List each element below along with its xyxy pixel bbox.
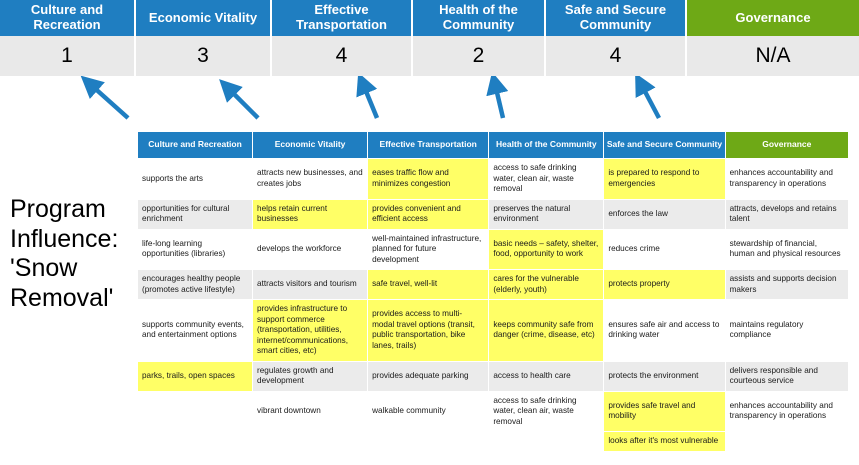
score-band xyxy=(0,36,859,76)
priority-score-4: 2 xyxy=(413,36,546,76)
matrix-cell-r3-c1: life-long learning opportunities (libraries) xyxy=(138,229,253,270)
matrix-cell-r6-c3: provides adequate parking xyxy=(368,361,489,391)
matrix-cell-r2-c5: enforces the law xyxy=(604,199,725,229)
matrix-cell-r5-c1: supports community events, and entertainment options xyxy=(138,300,253,362)
matrix-cell-r2-c2: helps retain current businesses xyxy=(253,199,368,229)
matrix-cell-r1-c5: is prepared to respond to emergencies xyxy=(604,159,725,200)
arrow-up-left-icon-1 xyxy=(90,84,128,118)
table-row xyxy=(138,229,849,270)
arrows-svg xyxy=(0,76,859,130)
priority-score-5: 4 xyxy=(546,36,687,76)
matrix-cell-r4-c5: protects property xyxy=(604,270,725,300)
matrix-cell-r4-c3: safe travel, well-lit xyxy=(368,270,489,300)
matrix-cell-r2-c6: attracts, develops and retains talent xyxy=(725,199,848,229)
priority-header-4: Health of the Community xyxy=(413,0,546,36)
matrix-cell-r3-c6: stewardship of financial, human and physical resources xyxy=(725,229,848,270)
matrix-col-header-1: Culture and Recreation xyxy=(138,132,253,159)
matrix-cell-r3-c5: reduces crime xyxy=(604,229,725,270)
matrix-cell-r5-c2: provides infrastructure to support commerce (transportation, utilities, internet/communications, smart cities, etc) xyxy=(253,300,368,362)
influence-arrows-group xyxy=(0,76,859,130)
matrix-cell-r7-c3: walkable community xyxy=(368,391,489,432)
caption-line-1: Program xyxy=(10,195,106,223)
matrix-header-row xyxy=(138,132,849,159)
priority-header-3: Effective Transportation xyxy=(272,0,413,36)
matrix-cell-r3-c4: basic needs – safety, shelter, food, opportunity to work xyxy=(489,229,604,270)
matrix-cell-r8-c1 xyxy=(138,432,253,452)
priorities-matrix-table xyxy=(137,131,849,452)
table-row xyxy=(138,361,849,391)
table-row xyxy=(138,300,849,362)
arrow-up-left-icon-3 xyxy=(363,84,377,118)
matrix-cell-r8-c5: looks after it's most vulnerable xyxy=(604,432,725,452)
strategic-priorities-header-band xyxy=(0,0,859,36)
matrix-col-header-3: Effective Transportation xyxy=(368,132,489,159)
priority-header-2: Economic Vitality xyxy=(136,0,272,36)
matrix-cell-r2-c3: provides convenient and efficient access xyxy=(368,199,489,229)
matrix-col-header-6: Governance xyxy=(725,132,848,159)
matrix-cell-r4-c2: attracts visitors and tourism xyxy=(253,270,368,300)
caption-line-2: Influence: xyxy=(10,224,119,253)
priority-header-6: Governance xyxy=(687,0,859,36)
matrix-cell-r6-c2: regulates growth and development xyxy=(253,361,368,391)
matrix-cell-r1-c1: supports the arts xyxy=(138,159,253,200)
matrix-cell-r1-c2: attracts new businesses, and creates jobs xyxy=(253,159,368,200)
matrix-cell-r6-c6: delivers responsible and courteous service xyxy=(725,361,848,391)
matrix-col-header-5: Safe and Secure Community xyxy=(604,132,725,159)
table-row xyxy=(138,159,849,200)
matrix-cell-r8-c6 xyxy=(725,432,848,452)
matrix-body xyxy=(138,159,849,452)
matrix-cell-r5-c5: ensures safe air and access to drinking water xyxy=(604,300,725,362)
arrow-up-left-icon-2 xyxy=(228,88,258,118)
matrix-cell-r3-c3: well-maintained infrastructure, planned for future development xyxy=(368,229,489,270)
matrix-cell-r5-c4: keeps community safe from danger (crime, disease, etc) xyxy=(489,300,604,362)
matrix-cell-r8-c2 xyxy=(253,432,368,452)
matrix-cell-r6-c1: parks, trails, open spaces xyxy=(138,361,253,391)
table-row xyxy=(138,199,849,229)
matrix-cell-r7-c4: access to safe drinking water, clean air, waste removal xyxy=(489,391,604,432)
matrix-cell-r8-c3 xyxy=(368,432,489,452)
matrix-cell-r1-c6: enhances accountability and transparency in operations xyxy=(725,159,848,200)
priority-score-3: 4 xyxy=(272,36,413,76)
matrix-cell-r6-c4: access to health care xyxy=(489,361,604,391)
matrix-cell-r4-c4: cares for the vulnerable (elderly, youth) xyxy=(489,270,604,300)
matrix-cell-r7-c5: provides safe travel and mobility xyxy=(604,391,725,432)
matrix-cell-r2-c1: opportunities for cultural enrichment xyxy=(138,199,253,229)
matrix-cell-r1-c4: access to safe drinking water, clean air, waste removal xyxy=(489,159,604,200)
matrix-cell-r5-c6: maintains regulatory compliance xyxy=(725,300,848,362)
priority-score-6: N/A xyxy=(687,36,859,76)
caption-line-4: Removal' xyxy=(10,283,114,312)
matrix-cell-r7-c6: enhances accountability and transparency in operations xyxy=(725,391,848,432)
matrix-cell-r2-c4: preserves the natural environment xyxy=(489,199,604,229)
priority-header-1: Culture and Recreation xyxy=(0,0,136,36)
matrix-cell-r7-c1 xyxy=(138,391,253,432)
table-row xyxy=(138,432,849,452)
priority-score-1: 1 xyxy=(0,36,136,76)
matrix-cell-r6-c5: protects the environment xyxy=(604,361,725,391)
priority-header-5: Safe and Secure Community xyxy=(546,0,687,36)
matrix-cell-r5-c3: provides access to multi-modal travel options (transit, public transportation, bike lanes, trails) xyxy=(368,300,489,362)
arrow-up-left-icon-4 xyxy=(495,84,503,118)
matrix-cell-r4-c6: assists and supports decision makers xyxy=(725,270,848,300)
program-influence-caption xyxy=(10,195,135,313)
matrix-cell-r8-c4 xyxy=(489,432,604,452)
table-row xyxy=(138,391,849,432)
matrix-cell-r3-c2: develops the workforce xyxy=(253,229,368,270)
priority-score-2: 3 xyxy=(136,36,272,76)
matrix-cell-r4-c1: encourages healthy people (promotes active lifestyle) xyxy=(138,270,253,300)
matrix-cell-r7-c2: vibrant downtown xyxy=(253,391,368,432)
arrow-up-left-icon-5 xyxy=(641,84,659,118)
table-row xyxy=(138,270,849,300)
matrix-cell-r1-c3: eases traffic flow and minimizes congestion xyxy=(368,159,489,200)
caption-line-3: 'Snow xyxy=(10,254,78,282)
matrix-col-header-4: Health of the Community xyxy=(489,132,604,159)
matrix-col-header-2: Economic Vitality xyxy=(253,132,368,159)
